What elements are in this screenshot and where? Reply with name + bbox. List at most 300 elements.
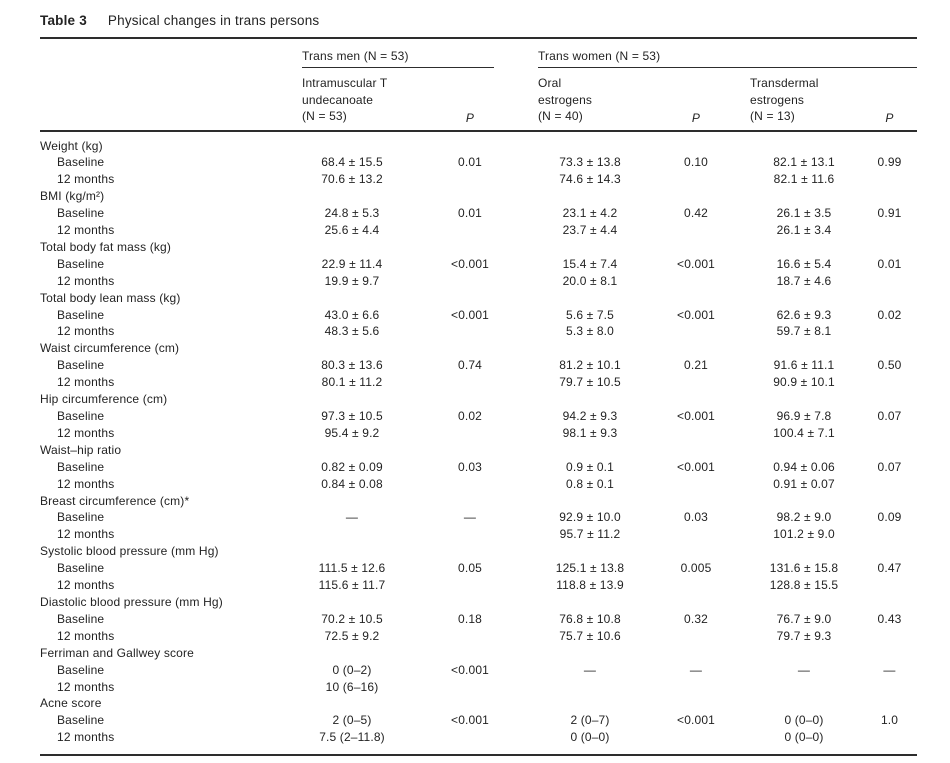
- row-label: Baseline: [57, 307, 105, 322]
- value-cell: 23.7 ± 4.4: [562, 223, 618, 238]
- value-cell: 79.7 ± 10.5: [559, 375, 621, 390]
- value-cell: 0.84 ± 0.08: [321, 476, 383, 491]
- value-cell: 80.3 ± 13.6: [321, 358, 383, 373]
- p-value-cell: [406, 679, 534, 696]
- value-cell: 19.9 ± 9.7: [324, 273, 380, 288]
- p-value-cell: [406, 476, 534, 493]
- value-cell: 79.7 ± 9.3: [776, 628, 832, 643]
- p-value-cell: 1.0: [880, 713, 899, 728]
- column-header-transdermal-estrogens: [746, 68, 862, 131]
- p-value-cell: [862, 131, 917, 155]
- value-cell: 24.8 ± 5.3: [324, 206, 380, 221]
- row-label: Acne score: [40, 696, 102, 711]
- value-cell: 59.7 ± 8.1: [776, 324, 832, 339]
- value-cell: [298, 493, 406, 510]
- value-cell: 0.82 ± 0.09: [321, 459, 383, 474]
- value-cell: [298, 594, 406, 611]
- p-label: P: [465, 110, 475, 125]
- row-label: Baseline: [57, 561, 105, 576]
- data-row: [40, 323, 917, 340]
- value-cell: 81.2 ± 10.1: [559, 358, 621, 373]
- group-label-trans-men: Trans men (N = 53): [302, 49, 494, 68]
- p-value-cell: [646, 239, 746, 256]
- p-value-cell: [646, 679, 746, 696]
- p-value-cell: [862, 239, 917, 256]
- p-value-cell: <0.001: [677, 713, 715, 728]
- row-label: Waist–hip ratio: [40, 442, 122, 457]
- p-value-cell: [406, 323, 534, 340]
- p-value-cell: [406, 290, 534, 307]
- row-label: Baseline: [57, 409, 105, 423]
- p-value-cell: [862, 476, 917, 493]
- value-cell: [746, 442, 862, 459]
- value-cell: [298, 645, 406, 662]
- value-cell: [534, 391, 646, 408]
- p-value-cell: [646, 273, 746, 290]
- column-header-row: [40, 68, 917, 131]
- p-value-cell: 0.10: [684, 155, 708, 170]
- p-value-cell: <0.001: [677, 256, 715, 271]
- p-value-cell: [646, 323, 746, 340]
- p-value-cell: [646, 543, 746, 560]
- data-row: [40, 509, 917, 526]
- p-column-header: [646, 68, 746, 131]
- value-cell: 95.7 ± 11.2: [559, 527, 621, 542]
- row-label: 12 months: [57, 679, 115, 694]
- value-cell: [746, 594, 862, 611]
- value-cell: —: [583, 662, 597, 677]
- data-row: [40, 154, 917, 171]
- p-value-cell: [406, 526, 534, 543]
- p-value-cell: [406, 340, 534, 357]
- row-label: 12 months: [57, 324, 115, 339]
- value-cell: 98.1 ± 9.3: [562, 425, 618, 440]
- value-cell: [746, 679, 862, 696]
- data-row: [40, 425, 917, 442]
- p-value-cell: 0.03: [684, 510, 708, 525]
- value-cell: [534, 594, 646, 611]
- group-label-trans-women: Trans women (N = 53): [538, 49, 917, 68]
- p-value-cell: <0.001: [451, 307, 489, 322]
- value-cell: 111.5 ± 12.6: [318, 561, 386, 576]
- row-label: Baseline: [57, 662, 105, 677]
- value-cell: 18.7 ± 4.6: [776, 273, 832, 288]
- value-cell: —: [797, 662, 811, 677]
- row-label: BMI (kg/m²): [40, 189, 105, 204]
- value-cell: [746, 493, 862, 510]
- p-value-cell: [646, 493, 746, 510]
- value-cell: 101.2 ± 9.0: [773, 527, 835, 542]
- p-value-cell: [862, 425, 917, 442]
- value-cell: 26.1 ± 3.5: [776, 206, 832, 221]
- row-label: 12 months: [57, 527, 115, 542]
- p-value-cell: [406, 493, 534, 510]
- value-cell: 91.6 ± 11.1: [773, 358, 835, 373]
- p-value-cell: 0.03: [458, 459, 482, 474]
- p-value-cell: [406, 442, 534, 459]
- p-value-cell: 0.005: [680, 561, 712, 576]
- p-value-cell: [406, 374, 534, 391]
- p-value-cell: 0.02: [458, 409, 482, 423]
- p-value-cell: [646, 222, 746, 239]
- value-cell: [746, 695, 862, 712]
- data-row: [40, 560, 917, 577]
- p-value-cell: [862, 594, 917, 611]
- value-cell: 10 (6–16): [325, 679, 379, 694]
- data-row: [40, 307, 917, 324]
- p-value-cell: <0.001: [677, 459, 715, 474]
- value-cell: 70.2 ± 10.5: [321, 611, 383, 626]
- p-value-cell: [862, 340, 917, 357]
- data-row: [40, 526, 917, 543]
- data-row: [40, 662, 917, 679]
- p-value-cell: [862, 628, 917, 645]
- p-value-cell: 0.01: [458, 155, 482, 170]
- section-row: [40, 239, 917, 256]
- column-header-line: undecanoate: [302, 92, 374, 107]
- value-cell: [534, 493, 646, 510]
- p-value-cell: [862, 729, 917, 755]
- value-cell: 75.7 ± 10.6: [559, 628, 621, 643]
- row-label: 12 months: [57, 223, 115, 238]
- data-row: [40, 679, 917, 696]
- data-row: [40, 273, 917, 290]
- p-value-cell: <0.001: [451, 713, 489, 728]
- row-label: 12 months: [57, 578, 115, 593]
- value-cell: [746, 340, 862, 357]
- p-value-cell: 0.09: [877, 510, 902, 525]
- value-cell: 22.9 ± 11.4: [321, 256, 383, 271]
- p-value-cell: 0.07: [877, 409, 902, 423]
- p-value-cell: [646, 131, 746, 155]
- p-value-cell: 0.42: [684, 206, 708, 221]
- value-cell: [746, 543, 862, 560]
- p-value-cell: —: [463, 510, 477, 525]
- value-cell: [534, 679, 646, 696]
- value-cell: 125.1 ± 13.8: [555, 561, 625, 576]
- p-value-cell: [646, 442, 746, 459]
- section-row: [40, 131, 917, 155]
- value-cell: 43.0 ± 6.6: [324, 307, 380, 322]
- value-cell: 68.4 ± 15.5: [321, 155, 383, 170]
- data-row: [40, 256, 917, 273]
- value-cell: 16.6 ± 5.4: [776, 256, 832, 271]
- value-cell: 73.3 ± 13.8: [559, 155, 621, 170]
- p-value-cell: [406, 171, 534, 188]
- value-cell: 72.5 ± 9.2: [324, 628, 380, 643]
- p-value-cell: [862, 171, 917, 188]
- value-cell: [746, 290, 862, 307]
- p-value-cell: 0.99: [877, 155, 902, 170]
- value-cell: 74.6 ± 14.3: [559, 172, 621, 187]
- value-cell: —: [345, 510, 359, 525]
- row-label: Waist circumference (cm): [40, 341, 180, 356]
- group-header-trans-women: [534, 39, 917, 68]
- p-value-cell: [406, 273, 534, 290]
- value-cell: 115.6 ± 11.7: [318, 578, 386, 593]
- p-value-cell: [406, 425, 534, 442]
- section-row: [40, 543, 917, 560]
- p-value-cell: 0.01: [458, 206, 482, 221]
- value-cell: [534, 188, 646, 205]
- row-label: Hip circumference (cm): [40, 392, 168, 407]
- value-cell: [298, 695, 406, 712]
- column-header-line: Oral: [538, 76, 562, 90]
- row-label: Baseline: [57, 611, 105, 626]
- p-value-cell: [862, 577, 917, 594]
- value-cell: [298, 442, 406, 459]
- table-header: [40, 39, 917, 131]
- p-label: P: [885, 110, 894, 125]
- column-header-line: estrogens: [538, 92, 593, 107]
- p-value-cell: [646, 526, 746, 543]
- p-value-cell: [646, 594, 746, 611]
- value-cell: 95.4 ± 9.2: [324, 425, 380, 440]
- column-header-line: (N = 53): [302, 109, 347, 123]
- p-value-cell: [646, 476, 746, 493]
- section-row: [40, 594, 917, 611]
- p-value-cell: [862, 695, 917, 712]
- p-value-cell: [406, 729, 534, 755]
- row-label: Ferriman and Gallwey score: [40, 645, 194, 660]
- p-value-cell: <0.001: [451, 662, 489, 677]
- row-label: 12 months: [57, 628, 115, 643]
- p-value-cell: [646, 171, 746, 188]
- p-value-cell: [646, 391, 746, 408]
- p-value-cell: 0.02: [877, 307, 902, 322]
- value-cell: 2 (0–5): [332, 713, 372, 728]
- value-cell: 80.1 ± 11.2: [321, 375, 383, 390]
- value-cell: 0.9 ± 0.1: [566, 459, 614, 474]
- value-cell: [298, 239, 406, 256]
- row-label: Breast circumference (cm)*: [40, 493, 190, 508]
- p-value-cell: [406, 391, 534, 408]
- row-label: Total body fat mass (kg): [40, 239, 171, 254]
- column-header-line: estrogens: [750, 92, 805, 107]
- value-cell: 25.6 ± 4.4: [324, 223, 380, 238]
- p-value-cell: [862, 222, 917, 239]
- row-label: 12 months: [57, 172, 115, 187]
- p-value-cell: [406, 222, 534, 239]
- p-value-cell: [406, 543, 534, 560]
- column-header-line: Transdermal: [750, 76, 819, 90]
- p-value-cell: [646, 188, 746, 205]
- value-cell: 26.1 ± 3.4: [776, 223, 832, 238]
- data-row: [40, 408, 917, 425]
- value-cell: [534, 340, 646, 357]
- value-cell: 82.1 ± 13.1: [773, 155, 835, 170]
- value-cell: [534, 131, 646, 155]
- p-value-cell: [406, 645, 534, 662]
- row-label: Baseline: [57, 358, 105, 373]
- p-value-cell: [862, 374, 917, 391]
- value-cell: 5.3 ± 8.0: [566, 324, 614, 339]
- data-row: [40, 476, 917, 493]
- group-header-row: [40, 39, 917, 68]
- table-body: [40, 131, 917, 756]
- data-row: [40, 171, 917, 188]
- p-value-cell: [862, 679, 917, 696]
- p-value-cell: 0.21: [684, 358, 708, 373]
- p-column-header: [406, 68, 534, 131]
- data-row: [40, 628, 917, 645]
- p-value-cell: [646, 425, 746, 442]
- value-cell: [298, 290, 406, 307]
- value-cell: [298, 526, 406, 543]
- p-value-cell: —: [689, 662, 703, 677]
- value-cell: 92.9 ± 10.0: [559, 510, 621, 525]
- value-cell: 90.9 ± 10.1: [773, 375, 835, 390]
- value-cell: 5.6 ± 7.5: [566, 307, 614, 322]
- p-value-cell: 0.18: [458, 611, 482, 626]
- value-cell: [298, 391, 406, 408]
- p-value-cell: —: [883, 662, 896, 677]
- section-row: [40, 340, 917, 357]
- p-value-cell: <0.001: [677, 409, 715, 423]
- row-label: 12 months: [57, 375, 115, 390]
- p-value-cell: [406, 188, 534, 205]
- p-value-cell: [862, 543, 917, 560]
- value-cell: 15.4 ± 7.4: [562, 256, 618, 271]
- data-row: [40, 205, 917, 222]
- row-label: 12 months: [57, 273, 115, 288]
- value-cell: 0.94 ± 0.06: [773, 459, 835, 474]
- p-value-cell: [862, 442, 917, 459]
- p-value-cell: [862, 188, 917, 205]
- row-label: Baseline: [57, 510, 105, 525]
- row-label: Baseline: [57, 155, 105, 170]
- p-value-cell: 0.50: [877, 358, 902, 373]
- group-header-trans-men: [298, 39, 534, 68]
- p-value-cell: <0.001: [677, 307, 715, 322]
- value-cell: [746, 188, 862, 205]
- value-cell: 0.8 ± 0.1: [566, 476, 614, 491]
- row-label: Baseline: [57, 256, 105, 271]
- p-value-cell: [862, 526, 917, 543]
- value-cell: [534, 290, 646, 307]
- row-label: Weight (kg): [40, 138, 103, 153]
- value-cell: [746, 391, 862, 408]
- p-value-cell: <0.001: [451, 256, 489, 271]
- table-number: Table 3: [40, 13, 87, 28]
- p-value-cell: 0.05: [458, 561, 482, 576]
- p-value-cell: [646, 340, 746, 357]
- value-cell: 0.91 ± 0.07: [773, 476, 835, 491]
- p-value-cell: 0.91: [877, 206, 902, 221]
- value-cell: 118.8 ± 13.9: [556, 578, 624, 593]
- data-row: [40, 357, 917, 374]
- p-value-cell: 0.01: [877, 256, 902, 271]
- section-row: [40, 442, 917, 459]
- column-header-intramuscular-t: [298, 68, 406, 131]
- row-label: Systolic blood pressure (mm Hg): [40, 544, 219, 559]
- value-cell: 0 (0–0): [534, 729, 646, 755]
- value-cell: [534, 543, 646, 560]
- row-label: Baseline: [57, 713, 105, 728]
- value-cell: 98.2 ± 9.0: [776, 510, 832, 525]
- column-header-line: (N = 40): [538, 109, 583, 123]
- row-label: Baseline: [57, 206, 105, 221]
- row-label: Total body lean mass (kg): [40, 290, 181, 305]
- p-value-cell: [862, 290, 917, 307]
- p-value-cell: [646, 374, 746, 391]
- p-value-cell: [646, 290, 746, 307]
- p-value-cell: 0.32: [684, 611, 708, 626]
- column-header-line: (N = 13): [750, 109, 795, 123]
- value-cell: 76.7 ± 9.0: [776, 611, 832, 626]
- p-value-cell: [406, 695, 534, 712]
- value-cell: 62.6 ± 9.3: [776, 307, 832, 322]
- p-value-cell: [406, 577, 534, 594]
- value-cell: 97.3 ± 10.5: [321, 409, 383, 423]
- row-label: 12 months: [57, 425, 115, 440]
- value-cell: 23.1 ± 4.2: [562, 206, 618, 221]
- p-value-cell: [406, 594, 534, 611]
- p-value-cell: [862, 391, 917, 408]
- value-cell: 0 (0–2): [332, 662, 372, 677]
- section-row: [40, 695, 917, 712]
- value-cell: [746, 131, 862, 155]
- stub-cell: [40, 68, 298, 131]
- data-table: [40, 39, 917, 756]
- data-row: [40, 712, 917, 729]
- data-row: [40, 459, 917, 476]
- value-cell: [746, 645, 862, 662]
- value-cell: 100.4 ± 7.1: [773, 425, 835, 440]
- row-label: Baseline: [57, 459, 105, 474]
- column-header-line: Intramuscular T: [302, 76, 388, 90]
- value-cell: [534, 239, 646, 256]
- data-row: [40, 374, 917, 391]
- value-cell: [746, 239, 862, 256]
- section-row: [40, 290, 917, 307]
- row-label: Diastolic blood pressure (mm Hg): [40, 594, 223, 609]
- row-label: 12 months: [57, 476, 115, 491]
- value-cell: 131.6 ± 15.8: [769, 561, 839, 576]
- data-row: [40, 611, 917, 628]
- value-cell: [298, 340, 406, 357]
- value-cell: 7.5 (2–11.8): [298, 729, 406, 755]
- p-value-cell: [862, 493, 917, 510]
- column-header-oral-estrogens: [534, 68, 646, 131]
- value-cell: 0 (0–0): [746, 729, 862, 755]
- p-value-cell: 0.47: [877, 561, 902, 576]
- value-cell: 0 (0–0): [784, 713, 824, 728]
- p-value-cell: [406, 628, 534, 645]
- table-3-figure: [40, 13, 917, 756]
- value-cell: [534, 645, 646, 662]
- p-value-cell: [406, 131, 534, 155]
- table-caption: [40, 13, 917, 39]
- p-column-header: [862, 68, 917, 131]
- p-value-cell: [646, 729, 746, 755]
- section-row: [40, 645, 917, 662]
- p-value-cell: 0.43: [877, 611, 902, 626]
- section-row: [40, 391, 917, 408]
- p-value-cell: [862, 273, 917, 290]
- p-value-cell: [862, 645, 917, 662]
- data-row: [40, 577, 917, 594]
- table-title: Physical changes in trans persons: [107, 13, 320, 28]
- row-label: 12 months: [40, 729, 298, 755]
- value-cell: [298, 188, 406, 205]
- p-label: P: [691, 110, 701, 125]
- p-value-cell: [646, 645, 746, 662]
- p-value-cell: [646, 577, 746, 594]
- value-cell: [298, 543, 406, 560]
- section-row: [40, 188, 917, 205]
- p-value-cell: [406, 239, 534, 256]
